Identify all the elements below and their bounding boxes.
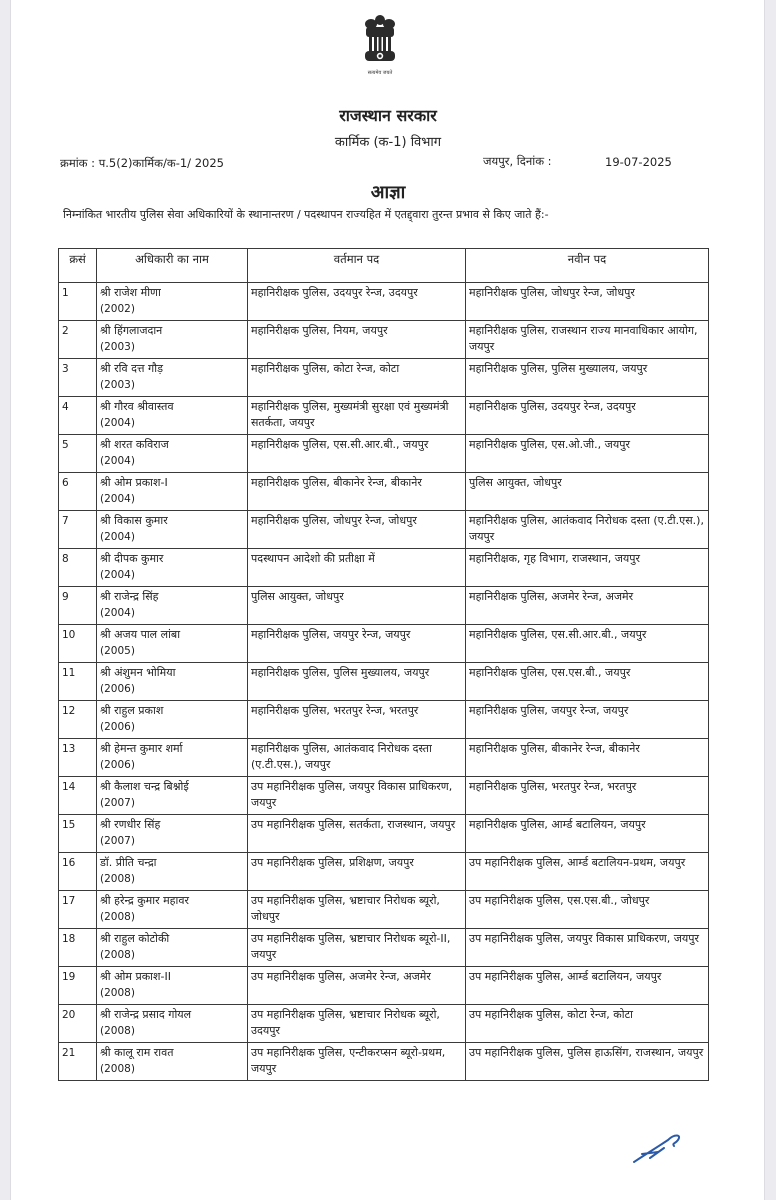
- new-post: उप महानिरीक्षक पुलिस, आर्म्ड बटालियन-प्रथम, जयपुर: [466, 853, 709, 891]
- officer-name: श्री रणधीर सिंह: [100, 818, 161, 831]
- serial-no: 20: [59, 1005, 97, 1043]
- serial-no: 9: [59, 587, 97, 625]
- new-post: उप महानिरीक्षक पुलिस, आर्म्ड बटालियन, जयपुर: [466, 967, 709, 1005]
- officer-cell: [97, 359, 248, 397]
- officer-cell: [97, 397, 248, 435]
- serial-no: 13: [59, 739, 97, 777]
- officer-batch: (2006): [100, 759, 135, 771]
- officer-name: श्री हिंगलाजदान: [100, 324, 163, 337]
- serial-no: 16: [59, 853, 97, 891]
- officer-batch: (2008): [100, 873, 135, 885]
- officer-cell: [97, 663, 248, 701]
- order-preamble: निम्नांकित भारतीय पुलिस सेवा अधिकारियों के स्थानान्तरण / पदस्थापन राज्यहित में एतद्द्वारा तुरन्त प्रभाव से किए जाते हैं:-: [63, 208, 549, 221]
- serial-no: 10: [59, 625, 97, 663]
- officer-name: श्री राहुल प्रकाश: [100, 704, 164, 717]
- current-post: महानिरीक्षक पुलिस, उदयपुर रेन्ज, उदयपुर: [248, 283, 466, 321]
- new-post: महानिरीक्षक पुलिस, आतंकवाद निरोधक दस्ता (ए.टी.एस.), जयपुर: [466, 511, 709, 549]
- new-post: महानिरीक्षक पुलिस, जोधपुर रेन्ज, जोधपुर: [466, 283, 709, 321]
- officer-cell: [97, 701, 248, 739]
- header-new-post: नवीन पद: [466, 249, 709, 283]
- table-row: [59, 777, 709, 815]
- officer-batch: (2004): [100, 531, 135, 543]
- current-post: उप महानिरीक्षक पुलिस, अजमेर रेन्ज, अजमेर: [248, 967, 466, 1005]
- officer-batch: (2007): [100, 835, 135, 847]
- serial-no: 21: [59, 1043, 97, 1081]
- serial-no: 6: [59, 473, 97, 511]
- header-current-post: वर्तमान पद: [248, 249, 466, 283]
- officer-batch: (2007): [100, 797, 135, 809]
- serial-no: 2: [59, 321, 97, 359]
- table-row: [59, 1005, 709, 1043]
- new-post: महानिरीक्षक पुलिस, एस.सी.आर.बी., जयपुर: [466, 625, 709, 663]
- officer-name: श्री राजेश मीणा: [100, 286, 161, 299]
- current-post: महानिरीक्षक पुलिस, जयपुर रेन्ज, जयपुर: [248, 625, 466, 663]
- officer-batch: (2008): [100, 911, 135, 923]
- officer-batch: (2004): [100, 607, 135, 619]
- serial-no: 4: [59, 397, 97, 435]
- officer-name: श्री गौरव श्रीवास्तव: [100, 400, 174, 413]
- serial-no: 15: [59, 815, 97, 853]
- officer-cell: [97, 549, 248, 587]
- order-date: 19-07-2025: [605, 155, 672, 169]
- new-post: महानिरीक्षक पुलिस, आर्म्ड बटालियन, जयपुर: [466, 815, 709, 853]
- table-row: [59, 701, 709, 739]
- table-row: [59, 815, 709, 853]
- table-row: [59, 1043, 709, 1081]
- emblem-motto: सत्यमेव जयते: [367, 70, 393, 76]
- officer-batch: (2004): [100, 569, 135, 581]
- officer-name: श्री अंशुमन भोमिया: [100, 666, 176, 679]
- table-row: [59, 853, 709, 891]
- serial-no: 14: [59, 777, 97, 815]
- serial-no: 17: [59, 891, 97, 929]
- new-post: महानिरीक्षक पुलिस, राजस्थान राज्य मानवाधिकार आयोग, जयपुर: [466, 321, 709, 359]
- officer-batch: (2008): [100, 949, 135, 961]
- serial-no: 8: [59, 549, 97, 587]
- reference-label: क्रमांक :: [60, 156, 96, 170]
- current-post: उप महानिरीक्षक पुलिस, सतर्कता, राजस्थान, जयपुर: [248, 815, 466, 853]
- serial-no: 3: [59, 359, 97, 397]
- officer-name: डॉ. प्रीति चन्द्रा: [100, 856, 157, 869]
- table-row: [59, 663, 709, 701]
- header-officer-name: अधिकारी का नाम: [97, 249, 248, 283]
- current-post: उप महानिरीक्षक पुलिस, भ्रष्टाचार निरोधक ब्यूरो, उदयपुर: [248, 1005, 466, 1043]
- serial-no: 12: [59, 701, 97, 739]
- new-post: उप महानिरीक्षक पुलिस, जयपुर विकास प्राधिकरण, जयपुर: [466, 929, 709, 967]
- officer-name: श्री राजेन्द्र प्रसाद गोयल: [100, 1008, 192, 1021]
- officer-batch: (2008): [100, 1025, 135, 1037]
- table-row: [59, 397, 709, 435]
- officer-name: श्री दीपक कुमार: [100, 552, 164, 565]
- officer-cell: [97, 625, 248, 663]
- officer-cell: [97, 511, 248, 549]
- current-post: उप महानिरीक्षक पुलिस, जयपुर विकास प्राधिकरण, जयपुर: [248, 777, 466, 815]
- officer-batch: (2004): [100, 417, 135, 429]
- table-row: [59, 283, 709, 321]
- officer-name: श्री ओम प्रकाश-II: [100, 970, 171, 983]
- table-row: [59, 625, 709, 663]
- officer-name: श्री कालू राम रावत: [100, 1046, 174, 1059]
- serial-no: 1: [59, 283, 97, 321]
- current-post: महानिरीक्षक पुलिस, एस.सी.आर.बी., जयपुर: [248, 435, 466, 473]
- officer-cell: [97, 929, 248, 967]
- officer-batch: (2003): [100, 379, 135, 391]
- officer-batch: (2005): [100, 645, 135, 657]
- new-post: महानिरीक्षक पुलिस, एस.एस.बी., जयपुर: [466, 663, 709, 701]
- current-post: उप महानिरीक्षक पुलिस, प्रशिक्षण, जयपुर: [248, 853, 466, 891]
- current-post: महानिरीक्षक पुलिस, आतंकवाद निरोधक दस्ता (ए.टी.एस.), जयपुर: [248, 739, 466, 777]
- order-title: आज्ञा: [370, 182, 406, 203]
- officer-cell: [97, 815, 248, 853]
- new-post: महानिरीक्षक पुलिस, भरतपुर रेन्ज, भरतपुर: [466, 777, 709, 815]
- current-post: महानिरीक्षक पुलिस, कोटा रेन्ज, कोटा: [248, 359, 466, 397]
- officer-name: श्री कैलाश चन्द्र बिश्नोई: [100, 780, 189, 793]
- officer-cell: [97, 321, 248, 359]
- signature-icon: [628, 1128, 688, 1168]
- transfer-table: [58, 248, 709, 1081]
- new-post: उप महानिरीक्षक पुलिस, पुलिस हाऊसिंग, राजस्थान, जयपुर: [466, 1043, 709, 1081]
- table-row: [59, 739, 709, 777]
- officer-cell: [97, 853, 248, 891]
- officer-name: श्री शरत कविराज: [100, 438, 169, 451]
- table-row: [59, 435, 709, 473]
- new-post: उप महानिरीक्षक पुलिस, कोटा रेन्ज, कोटा: [466, 1005, 709, 1043]
- officer-batch: (2004): [100, 455, 135, 467]
- current-post: महानिरीक्षक पुलिस, नियम, जयपुर: [248, 321, 466, 359]
- table-row: [59, 321, 709, 359]
- officer-batch: (2003): [100, 341, 135, 353]
- officer-batch: (2008): [100, 987, 135, 999]
- officer-cell: [97, 1043, 248, 1081]
- current-post: महानिरीक्षक पुलिस, भरतपुर रेन्ज, भरतपुर: [248, 701, 466, 739]
- officer-name: श्री रवि दत्त गौड़: [100, 362, 163, 375]
- table-row: [59, 473, 709, 511]
- officer-name: श्री अजय पाल लांबा: [100, 628, 181, 641]
- current-post: उप महानिरीक्षक पुलिस, एन्टीकरप्सन ब्यूरो-प्रथम, जयपुर: [248, 1043, 466, 1081]
- serial-no: 5: [59, 435, 97, 473]
- officer-cell: [97, 891, 248, 929]
- officer-name: श्री राहुल कोटोकी: [100, 932, 170, 945]
- table-row: [59, 549, 709, 587]
- officer-batch: (2004): [100, 493, 135, 505]
- officer-name: श्री हरेन्द्र कुमार महावर: [100, 894, 189, 907]
- new-post: महानिरीक्षक पुलिस, जयपुर रेन्ज, जयपुर: [466, 701, 709, 739]
- new-post: महानिरीक्षक पुलिस, पुलिस मुख्यालय, जयपुर: [466, 359, 709, 397]
- national-emblem-icon: [358, 12, 402, 76]
- officer-cell: [97, 967, 248, 1005]
- new-post: महानिरीक्षक पुलिस, उदयपुर रेन्ज, उदयपुर: [466, 397, 709, 435]
- reference-number: [60, 156, 224, 171]
- officer-batch: (2006): [100, 683, 135, 695]
- new-post: महानिरीक्षक पुलिस, अजमेर रेन्ज, अजमेर: [466, 587, 709, 625]
- table-row: [59, 511, 709, 549]
- current-post: महानिरीक्षक पुलिस, मुख्यमंत्री सुरक्षा एवं मुख्यमंत्री सतर्कता, जयपुर: [248, 397, 466, 435]
- table-row: [59, 587, 709, 625]
- reference-value: प.5(2)कार्मिक/क-1/ 2025: [98, 156, 224, 170]
- officer-cell: [97, 435, 248, 473]
- new-post: महानिरीक्षक पुलिस, बीकानेर रेन्ज, बीकानेर: [466, 739, 709, 777]
- officer-cell: [97, 739, 248, 777]
- officer-batch: (2008): [100, 1063, 135, 1075]
- current-post: पदस्थापन आदेशो की प्रतीक्षा में: [248, 549, 466, 587]
- officer-batch: (2006): [100, 721, 135, 733]
- current-post: महानिरीक्षक पुलिस, बीकानेर रेन्ज, बीकानेर: [248, 473, 466, 511]
- officer-cell: [97, 777, 248, 815]
- new-post: महानिरीक्षक पुलिस, एस.ओ.जी., जयपुर: [466, 435, 709, 473]
- officer-cell: [97, 473, 248, 511]
- table-row: [59, 929, 709, 967]
- serial-no: 18: [59, 929, 97, 967]
- officer-cell: [97, 1005, 248, 1043]
- officer-name: श्री विकास कुमार: [100, 514, 168, 527]
- table-header-row: [59, 249, 709, 283]
- government-name: राजस्थान सरकार: [339, 106, 437, 125]
- current-post: महानिरीक्षक पुलिस, पुलिस मुख्यालय, जयपुर: [248, 663, 466, 701]
- header-serial-no: क्रसं: [59, 249, 97, 283]
- new-post: उप महानिरीक्षक पुलिस, एस.एस.बी., जोधपुर: [466, 891, 709, 929]
- officer-name: श्री राजेन्द्र सिंह: [100, 590, 159, 603]
- new-post: पुलिस आयुक्त, जोधपुर: [466, 473, 709, 511]
- officer-name: श्री हेमन्त कुमार शर्मा: [100, 742, 183, 755]
- serial-no: 7: [59, 511, 97, 549]
- table-row: [59, 891, 709, 929]
- officer-name: श्री ओम प्रकाश-I: [100, 476, 168, 489]
- current-post: पुलिस आयुक्त, जोधपुर: [248, 587, 466, 625]
- current-post: उप महानिरीक्षक पुलिस, भ्रष्टाचार निरोधक ब्यूरो, जोधपुर: [248, 891, 466, 929]
- officer-cell: [97, 587, 248, 625]
- serial-no: 19: [59, 967, 97, 1005]
- officer-batch: (2002): [100, 303, 135, 315]
- current-post: उप महानिरीक्षक पुलिस, भ्रष्टाचार निरोधक ब्यूरो-II, जयपुर: [248, 929, 466, 967]
- place-date-label: जयपुर, दिनांक :: [483, 154, 552, 168]
- officer-cell: [97, 283, 248, 321]
- serial-no: 11: [59, 663, 97, 701]
- table-row: [59, 967, 709, 1005]
- table-row: [59, 359, 709, 397]
- current-post: महानिरीक्षक पुलिस, जोधपुर रेन्ज, जोधपुर: [248, 511, 466, 549]
- new-post: महानिरीक्षक, गृह विभाग, राजस्थान, जयपुर: [466, 549, 709, 587]
- department-name: कार्मिक (क-1) विभाग: [334, 135, 442, 150]
